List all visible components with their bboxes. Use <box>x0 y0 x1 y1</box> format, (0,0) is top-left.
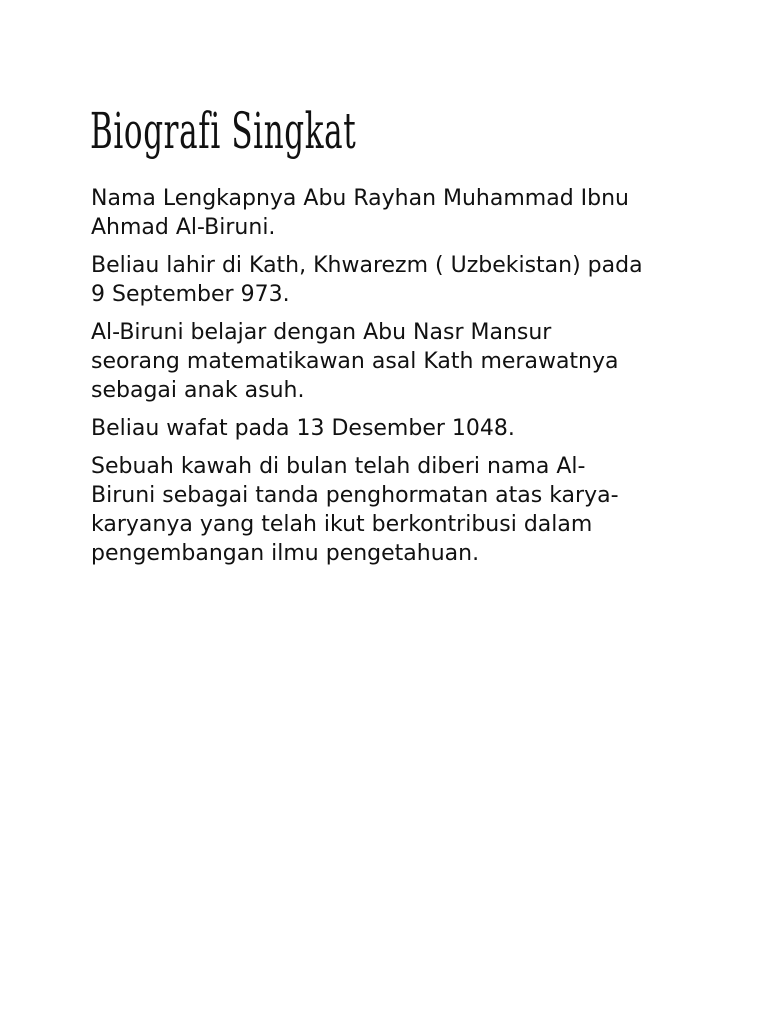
page-title: Biografi Singkat <box>90 102 357 160</box>
paragraph-line: Al-Biruni belajar dengan Abu Nasr Mansur <box>91 320 552 345</box>
paragraph-line: Sebuah kawah di bulan telah diberi nama Al- <box>91 454 586 479</box>
biography-content <box>91 184 691 575</box>
paragraph-line: 9 September 973. <box>91 282 290 307</box>
paragraph-line: karyanya yang telah ikut berkontribusi dalam <box>91 512 593 537</box>
paragraph-line: Beliau lahir di Kath, Khwarezm ( Uzbekistan) pada <box>91 253 643 278</box>
paragraph-legacy <box>91 452 691 568</box>
paragraph-full-name <box>91 184 691 242</box>
paragraph-line: Nama Lengkapnya Abu Rayhan Muhammad Ibnu <box>91 186 630 211</box>
paragraph-education <box>91 318 691 405</box>
paragraph-line: Biruni sebagai tanda penghormatan atas karya- <box>91 483 619 508</box>
paragraph-line: Beliau wafat pada 13 Desember 1048. <box>91 416 515 441</box>
paragraph-line: sebagai anak asuh. <box>91 378 305 403</box>
paragraph-death <box>91 414 691 443</box>
paragraph-birth <box>91 251 691 309</box>
paragraph-line: seorang matematikawan asal Kath merawatnya <box>91 349 619 374</box>
paragraph-line: pengembangan ilmu pengetahuan. <box>91 541 480 566</box>
paragraph-line: Ahmad Al-Biruni. <box>91 215 276 240</box>
